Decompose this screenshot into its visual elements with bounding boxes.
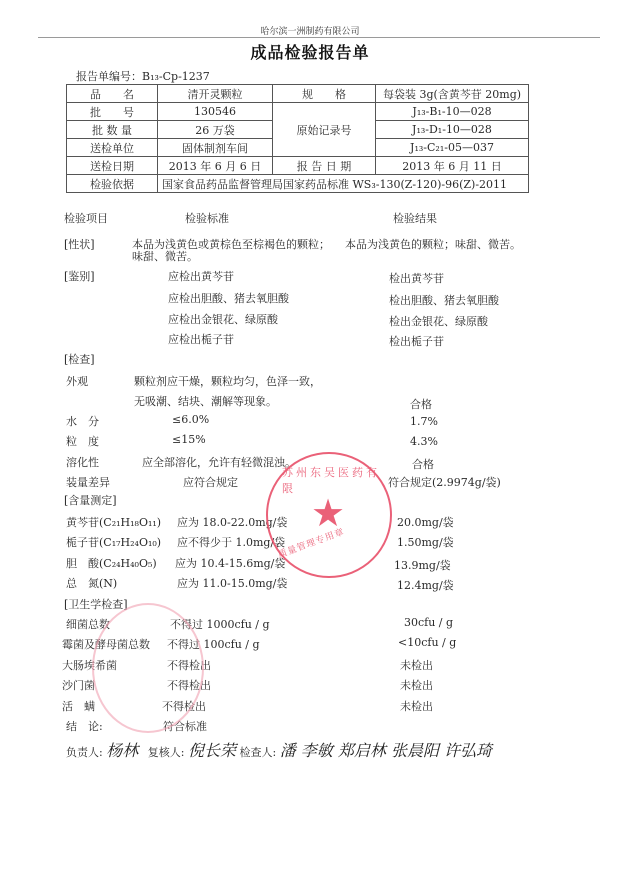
conclusion-label: 结 论: [66, 720, 103, 733]
hygiene-standard: 不得过 1000cfu / g [170, 618, 270, 631]
ident-result: 检出黄芩苷 [389, 272, 444, 285]
assay-item: 黄芩苷(C₂₁H₁₈O₁₁) [66, 516, 162, 529]
report-number [76, 68, 210, 84]
header-divider [38, 37, 600, 38]
inspect-item: 外观 [66, 375, 88, 388]
hygiene-standard: 不得检出 [167, 679, 211, 692]
inspect-item: 装量差异 [66, 476, 110, 489]
inspect-result: 符合规定(2.9974g/袋) [388, 476, 501, 489]
ident-standard: 应检出胆酸、猪去氧胆酸 [168, 292, 289, 305]
record-3: J₁₃-C₂₁-05—037 [376, 139, 529, 157]
appearance-standard-1: 本品为浅黄色或黄棕色至棕褐色的颗粒； [132, 238, 330, 251]
report-date: 2013 年 6 月 11 日 [376, 157, 529, 175]
assay-standard: 应不得少于 1.0mg/袋 [177, 536, 286, 549]
inspect-standard: 应符合规定 [183, 476, 238, 489]
hygiene-item: 霉菌及酵母菌总数 [62, 638, 150, 651]
assay-standard: 应为 10.4-15.6mg/袋 [175, 557, 286, 570]
batch-no-label: 批 号 [67, 103, 158, 121]
assay-standard: 应为 18.0-22.0mg/袋 [177, 516, 288, 529]
report-number-value: B₁₃-Cp-1237 [142, 70, 210, 83]
ident-standard: 应检出栀子苷 [168, 333, 234, 346]
assay-label: [含量测定] [64, 494, 117, 507]
inspect-item: 粒 度 [66, 435, 99, 448]
reviewer-signature: 倪长荣 [187, 741, 236, 760]
appearance-standard-2: 味甜、微苦。 [132, 250, 198, 263]
basis-label: 检验依据 [67, 175, 158, 193]
inspector-label: 检查人: [239, 746, 277, 759]
assay-result: 13.9mg/袋 [394, 559, 451, 572]
report-number-label: 报告单编号： [76, 70, 142, 83]
ident-result: 检出金银花、绿原酸 [389, 315, 488, 328]
batch-qty-label: 批 数 量 [67, 121, 158, 139]
assay-result: 20.0mg/袋 [397, 516, 454, 529]
hygiene-result: 未检出 [400, 659, 433, 672]
record-label: 原始记录号 [273, 103, 376, 157]
hygiene-label: [卫生学检查] [64, 598, 128, 611]
ident-result: 检出栀子苷 [389, 335, 444, 348]
batch-qty: 26 万袋 [158, 121, 273, 139]
hygiene-standard: 不得检出 [162, 700, 206, 713]
reviewer-label: 复核人: [147, 746, 185, 759]
inspect-item: 溶化性 [66, 456, 99, 469]
appearance-result: 本品为浅黄色的颗粒；味甜、微苦。 [345, 238, 521, 251]
inspect-result: 1.7% [410, 415, 438, 428]
ident-standard: 应检出金银花、绿原酸 [168, 313, 278, 326]
inspect-standard: ≤6.0% [172, 413, 210, 426]
col-standard: 检验标准 [185, 212, 229, 225]
company-seal [266, 452, 392, 578]
hygiene-result: 未检出 [400, 700, 433, 713]
dept: 固体制剂车间 [158, 139, 273, 157]
hygiene-standard: 不得检出 [167, 659, 211, 672]
inspect-standard-2: 无吸潮、结块、潮解等现象。 [134, 395, 277, 408]
inspection-label: [检查] [64, 353, 95, 366]
inspect-item: 水 分 [66, 415, 99, 428]
seal-inner-text: 质量管理专用章 [276, 527, 347, 561]
hygiene-result: 30cfu / g [404, 616, 454, 629]
assay-standard: 应为 11.0-15.0mg/袋 [177, 577, 288, 590]
product-name-label: 品 名 [67, 85, 158, 103]
hygiene-item: 沙门菌 [62, 679, 95, 692]
assay-result: 1.50mg/袋 [397, 536, 454, 549]
hygiene-result: 未检出 [400, 679, 433, 692]
hygiene-item: 活 螨 [62, 700, 95, 713]
hygiene-item: 细菌总数 [66, 618, 110, 631]
responsible-label: 负责人: [66, 746, 103, 759]
inspect-result: 4.3% [410, 435, 438, 448]
inspect-standard: 颗粒剂应干燥，颗粒均匀，色泽一致， [134, 375, 321, 388]
spec-label: 规 格 [273, 85, 376, 103]
submit-date: 2013 年 6 月 6 日 [158, 157, 273, 175]
dept-label: 送检单位 [67, 139, 158, 157]
page-title: 成品检验报告单 [250, 43, 370, 62]
assay-item: 总 氮(N) [66, 577, 118, 590]
ident-standard: 应检出黄芩苷 [168, 270, 234, 283]
col-result: 检验结果 [393, 212, 437, 225]
responsible-signature: 杨林 [106, 741, 139, 760]
col-item: 检验项目 [64, 212, 108, 225]
hygiene-result: <10cfu / g [398, 636, 457, 649]
batch-no: 130546 [158, 103, 273, 121]
ident-result: 检出胆酸、猪去氧胆酸 [389, 294, 499, 307]
assay-result: 12.4mg/袋 [397, 579, 454, 592]
seal-arc-text: 苏州东吴医药有限 [282, 466, 380, 495]
company-name: 哈尔滨一洲制药有限公司 [260, 27, 360, 37]
record-1: J₁₃-B₁-10—028 [376, 103, 529, 121]
assay-item: 胆 酸(C₂₄H₄₀O₅) [66, 557, 157, 570]
product-name: 清开灵颗粒 [158, 85, 273, 103]
star-icon: ★ [311, 491, 346, 535]
report-date-label: 报 告 日 期 [273, 157, 376, 175]
conclusion-value: 符合标准 [163, 720, 207, 733]
basis-value: 国家食品药品监督管理局国家药品标准 WS₃-130(Z-120)-96(Z)-2011 [158, 175, 529, 193]
assay-item: 栀子苷(C₁₇H₂₄O₁₀) [66, 536, 162, 549]
info-table [66, 84, 529, 193]
faded-seal [92, 603, 204, 733]
hygiene-item: 大肠埃希菌 [62, 659, 117, 672]
signature-row [66, 738, 492, 761]
inspect-standard: ≤15% [172, 433, 206, 446]
appearance-label: [性状] [64, 238, 95, 251]
inspect-result: 合格 [412, 458, 434, 471]
submit-date-label: 送检日期 [67, 157, 158, 175]
inspector-signatures: 潘 李敏 郑启林 张晨阳 许弘琦 [279, 741, 493, 760]
inspect-standard: 应全部溶化，允许有轻微混浊。 [142, 456, 296, 469]
inspect-result: 合格 [410, 398, 432, 411]
identification-label: [鉴别] [64, 270, 95, 283]
hygiene-standard: 不得过 100cfu / g [167, 638, 260, 651]
spec-value: 每袋装 3g(含黄芩苷 20mg) [376, 85, 529, 103]
record-2: J₁₃-D₁-10—028 [376, 121, 529, 139]
